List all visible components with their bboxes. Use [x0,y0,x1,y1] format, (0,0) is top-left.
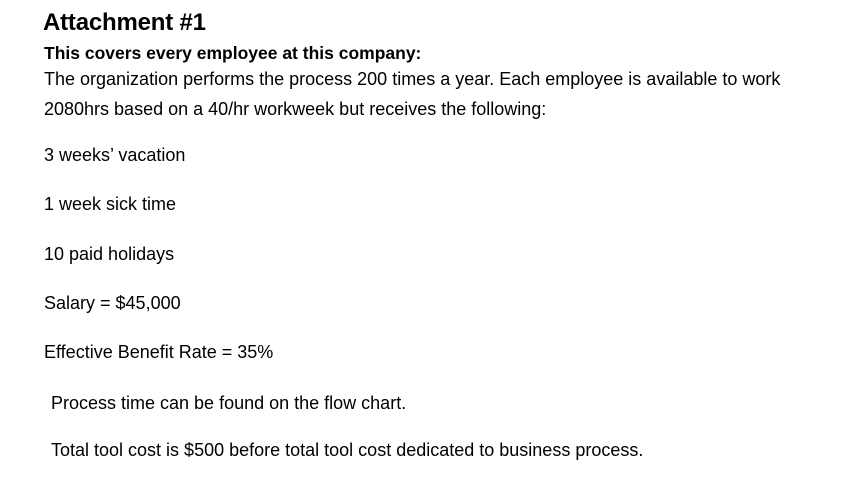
intro-line-2: 2080hrs based on a 40/hr workweek but receives the following: [44,99,547,119]
item-vacation: 3 weeks’ vacation [44,145,186,165]
note-process-time: Process time can be found on the flow chart. [51,393,407,413]
item-salary: Salary = $45,000 [44,293,181,313]
item-paid-holidays: 10 paid holidays [44,244,175,264]
intro-line-1: The organization performs the process 200 times a year. Each employee is available to work [44,69,781,89]
section-subtitle: This covers every employee at this company: [44,43,422,63]
note-tool-cost: Total tool cost is $500 before total tool cost dedicated to business process. [51,440,644,460]
item-sick-time: 1 week sick time [44,194,177,214]
page-title: Attachment #1 [43,9,206,36]
item-benefit-rate: Effective Benefit Rate = 35% [44,342,274,362]
